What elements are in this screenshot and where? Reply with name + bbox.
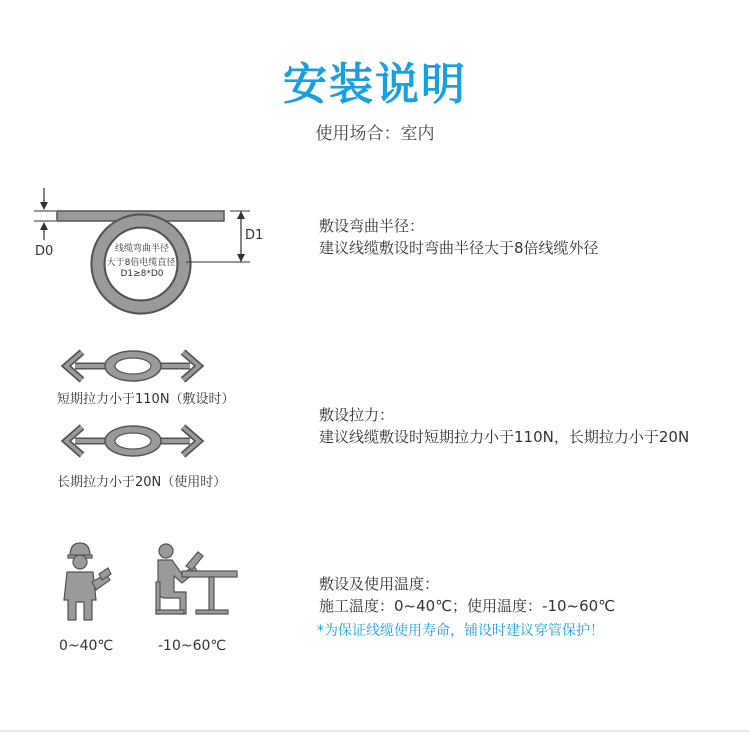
bend-desc: 建议线缆敷设时弯曲半径大于8倍线缆外径 bbox=[319, 239, 599, 257]
tension-desc: 建议线缆敷设时短期拉力小于110N，长期拉力小于20N bbox=[319, 428, 690, 446]
short-tension-caption: 短期拉力小于110N（敷设时） bbox=[57, 392, 235, 407]
page-subtitle: 使用场合：室内 bbox=[315, 124, 435, 144]
inner-line-1: 线缆弯曲半径 bbox=[114, 244, 169, 254]
long-tension-caption: 长期拉力小于20N（使用时） bbox=[57, 475, 227, 490]
tension-arrow-icon bbox=[66, 351, 199, 381]
inner-line-2: 大于8倍电缆直径 bbox=[106, 258, 176, 268]
bend-heading: 敷设弯曲半径： bbox=[319, 217, 425, 235]
temperature-heading: 敷设及使用温度： bbox=[319, 575, 440, 593]
label-d0: D0 bbox=[35, 244, 54, 259]
worker-icon bbox=[64, 543, 111, 620]
inner-line-3: D1≥8*D0 bbox=[120, 269, 164, 279]
page-title: 安装说明 bbox=[283, 59, 467, 110]
desk-caption: -10~60℃ bbox=[158, 638, 227, 654]
label-d1: D1 bbox=[245, 228, 264, 243]
protection-note: *为保证线缆使用寿命，铺设时建议穿管保护！ bbox=[317, 623, 604, 639]
worker-caption: 0~40℃ bbox=[59, 638, 114, 654]
tension-arrow-icon bbox=[66, 426, 199, 456]
temperature-desc: 施工温度：0~40℃；使用温度：-10~60℃ bbox=[319, 597, 616, 615]
tension-heading: 敷设拉力： bbox=[319, 406, 395, 424]
person-at-desk-icon bbox=[156, 544, 237, 614]
